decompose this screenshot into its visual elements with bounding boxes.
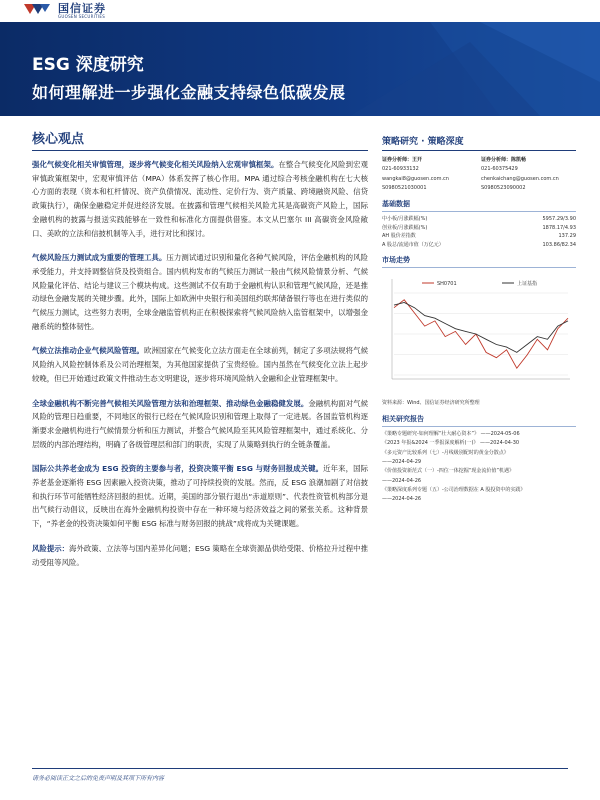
related-report-item: ——2024-04-29 xyxy=(382,459,422,466)
paragraph-body: 近年来，国际养老基金逐渐将 ESG 因素融入投资决策，推动了可持续投资的发展。然而，反 ESG 浪潮加剧了对信披和执行环节可能牺牲经济回报的担忧。近期，美国的部分银行退出“赤道原则”、代表性资管机构部分退出气候行动倡议，反映出在海外金融机构投资中存在一种环境与经济效益之间的紧张关系。这种背景下，“养老金的投资决策如何平衡 ESG 标准与财务回报的挑战”成将成为关键课题。 xyxy=(32,464,368,529)
paragraph-lead: 国际公共养老金成为 ESG 投资的主要参与者，投资决策平衡 ESG 与财务回报成关键。 xyxy=(32,464,324,474)
table-row xyxy=(382,215,576,224)
paragraph-body: 压力测试通过识别和量化各种气候风险，评估金融机构的风险承受能力，并支持调整信贷及投资组合。国内机构发布的气候压力测试一般由气候风险情景分析、气候风险量化评估、结论与建议三个模块构成。这些测试不仅有助于金融机构认识和管理气候风险，还是推动绿色金融发展的关键步骤。此外，国际上如欧洲中央银行和美国纽约联邦储备银行等也在进行类似的气候压力测试，这些努力表明，全球金融监管机构正在积极探索将气候风险纳入监管框架中，以增强金融系统的整体韧性。 xyxy=(32,253,368,331)
analyst-email[interactable]: wangkai8@guosen.com.cn xyxy=(382,175,449,182)
data-label: 创业板/月涨跌幅(%) xyxy=(382,224,428,231)
header-banner xyxy=(0,22,600,116)
brand-logo xyxy=(22,0,106,22)
market-trend-chart xyxy=(382,271,576,396)
chart-grid xyxy=(394,293,568,375)
paragraph-body: 海外政策、立法等与国内差异化问题；ESG 策略在全球资源品供给受限、价格拉升过程中推动受阻等风险。 xyxy=(32,543,368,567)
guosen-logo-icon xyxy=(22,2,52,20)
paragraph-lead: 气候立法推动企业气候风险管理。 xyxy=(32,346,145,356)
data-value: 5957.29/3.90 xyxy=(542,216,576,223)
chart-title: 市场走势 xyxy=(382,255,576,268)
analyst-name: 证券分析师：王开 xyxy=(382,157,423,163)
table-row xyxy=(382,232,576,241)
analyst-card xyxy=(481,156,576,193)
core-views-section xyxy=(32,128,368,580)
paragraph-lead: 全球金融机构不断完善气候相关风险管理方法和治理框架、推动绿色金融稳健发展。 xyxy=(32,398,309,408)
market-data-title: 基础数据 xyxy=(382,199,576,212)
series-line-1 xyxy=(394,303,568,353)
paragraph-lead: 风险提示： xyxy=(32,543,70,553)
related-report-item[interactable]: 《2023 年报&2024 一季报深度解析(一)》 ——2024-04-30 xyxy=(382,440,520,447)
brand-name-cn: 国信证券 xyxy=(58,2,106,15)
paragraph-lead: 气候风险压力测试成为重要的管理工具。 xyxy=(32,253,167,263)
market-data-table xyxy=(382,215,576,249)
analyst-cert: S0980521030001 xyxy=(382,184,427,191)
core-paragraph xyxy=(32,251,368,333)
data-label: A 股总/流通市值（万亿元） xyxy=(382,241,444,248)
legend-label: 上证基指 xyxy=(517,281,538,288)
analyst-card xyxy=(382,156,477,193)
analyst-phone: 021-60933132 xyxy=(382,166,419,173)
paragraph-body: 金融机构面对气候风险的管理日趋重要，不同地区的银行已经在气候风险识别和管理上取得了一定进展。各国监管机构逐渐要求金融机构进行气候情景分析和压力测试，并整合气候风险至其风险管理框架中，通过系统化、分层级的内部治理结构，明确了各级管理层和部门的职责，实现了从策略到执行的全链条覆盖。 xyxy=(32,398,368,449)
related-report-item: ——2024-04-26 xyxy=(382,477,422,484)
related-report-item[interactable]: 《策略专题研究-如何理解“壮大耐心资本”》 ——2024-05-06 xyxy=(382,431,520,438)
related-report-item[interactable]: 《策略深度系列专题（五）-公司治理数据在 A 股投资中的实践》 xyxy=(382,486,526,493)
analyst-name: 证券分析师：陈凯畅 xyxy=(481,157,527,163)
related-reports-list xyxy=(382,430,576,504)
data-value: 137.29 xyxy=(558,233,576,240)
core-views-title: 核心观点 xyxy=(32,128,368,151)
paragraph-body: 在整合气候变化风险到宏观审慎政策框架中，宏观审慎评估（MPA）体系发挥了核心作用。MPA 通过综合考核金融机构在七大核心方面的表现（资本和杠杆情况、资产负债情况、流动性、定价行为、资产质量、跨境融资风险、信贷政策执行），确保金融稳定并促进经济发展。在披露和管理气候相关风险尤其是高碳资产风险上，国际金融机构的披露与报送实践能够在一致性和标准化方面提供借鉴。本文从巴塞尔 III 高碳资金风险敞口、美欧的立法和信披机制等入手，进行对比和探讨。 xyxy=(32,160,368,238)
core-paragraph xyxy=(32,344,368,385)
chart-frame xyxy=(392,279,570,379)
report-kicker: ESG 深度研究 xyxy=(32,55,144,75)
core-paragraph xyxy=(32,462,368,531)
analyst-email[interactable]: chenkaichang@guosen.com.cn xyxy=(481,175,559,182)
disclaimer-text: 请务必阅读正文之后的免责声明及其项下所有内容 xyxy=(32,775,165,782)
sidebar xyxy=(382,134,576,505)
data-label: AH 股价差指数 xyxy=(382,233,416,240)
core-paragraph xyxy=(32,158,368,240)
related-reports-title: 相关研究报告 xyxy=(382,414,576,427)
brand-name-en: GUOSEN SECURITIES xyxy=(58,14,106,19)
paragraph-body: 欧洲国家在气候变化立法方面走在全球前列，制定了多项法规将气候风险纳入风险控制体系及公司治理框架，为其他国家提供了宝贵经验。国内虽然在气候变化立法上起步较晚，但已开始通过政策文件推动生态文明建设，逐步将环境风险纳入金融和企业管理框架中。 xyxy=(32,346,368,383)
data-label: 中小板/月涨跌幅(%) xyxy=(382,216,428,223)
related-report-item[interactable]: 《多元资产比较系列（七）-月线级别配时的黄金分散点》 xyxy=(382,449,509,456)
legend-label: SH0701 xyxy=(437,281,457,288)
table-row xyxy=(382,241,576,250)
related-report-item[interactable]: 《价值投资新范式（一）-四位一体挖掘“现金流价值”机遇》 xyxy=(382,468,514,475)
risk-warning xyxy=(32,542,368,569)
paragraph-lead: 强化气候变化相关审慎管理，逐步将气候变化相关风险纳入宏观审慎框架。 xyxy=(32,160,279,169)
core-paragraph xyxy=(32,397,368,452)
page-footer xyxy=(32,768,568,782)
chart-source: 资料来源：Wind、国信证券经济研究所整理 xyxy=(382,400,480,407)
data-value: 1878.17/4.93 xyxy=(542,224,576,231)
data-value: 103.86/82.34 xyxy=(542,241,576,248)
related-report-item: ——2024-04-26 xyxy=(382,496,422,503)
table-row xyxy=(382,224,576,233)
analyst-cert: S0980523090002 xyxy=(481,184,526,191)
analyst-phone: 021-60375429 xyxy=(481,166,518,173)
market-trend-svg xyxy=(382,271,576,396)
report-type: 策略研究 · 策略深度 xyxy=(382,134,576,151)
analyst-info xyxy=(382,156,576,193)
report-title: 如何理解进一步强化金融支持绿色低碳发展 xyxy=(32,83,346,102)
chart-legend xyxy=(422,280,537,287)
